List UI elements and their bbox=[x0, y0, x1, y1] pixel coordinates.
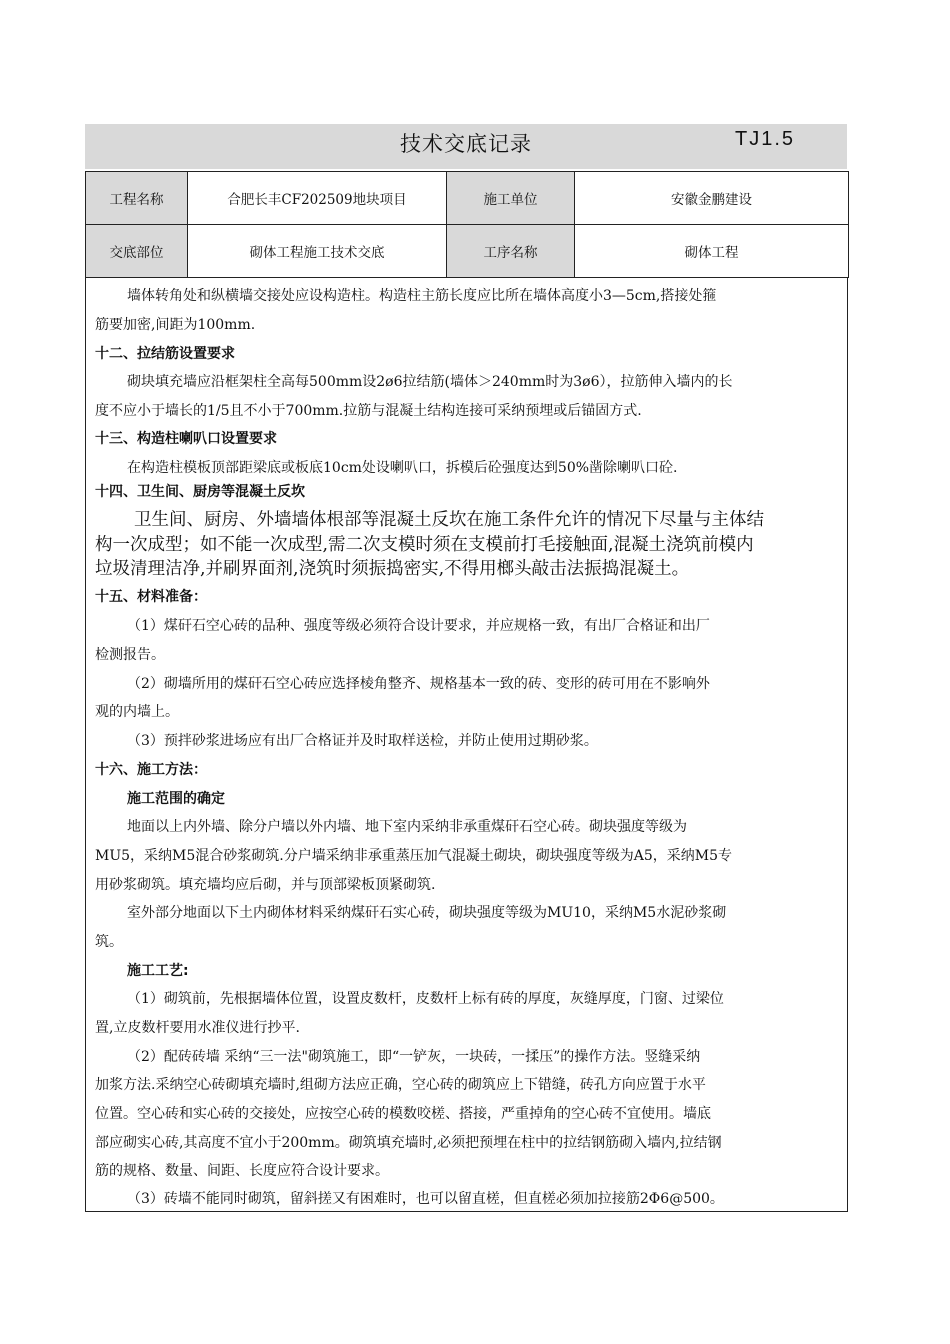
para-line: 检测报告。 bbox=[95, 647, 165, 663]
para-line: （2）配砖砖墙 采纳“三一法"砌筑施工，即“一铲灰，一块砖，一揉压”的操作方法。竖缝采纳 bbox=[127, 1049, 701, 1065]
info-row-1 bbox=[86, 172, 849, 225]
document-code: TJ1.5 bbox=[735, 128, 796, 150]
para-line: 筋要加密,间距为100mm. bbox=[95, 317, 256, 333]
part-value: 砌体工程施工技术交底 bbox=[188, 225, 447, 278]
section-heading-14: 十四、卫生间、厨房等混凝土反坎 bbox=[95, 484, 305, 500]
process-value: 砌体工程 bbox=[575, 225, 849, 278]
para-line: 用砂浆砌筑。填充墙均应后砌，并与顶部梁板顶紧砌筑. bbox=[95, 877, 436, 893]
para-line: MU5，采纳M5混合砂浆砌筑.分户墙采纳非承重蒸压加气混凝土砌块，砌块强度等级为A5，采纳M5专 bbox=[95, 848, 732, 864]
para-line: （1）砌筑前，先根据墙体位置，设置皮数杆，皮数杆上标有砖的厚度，灰缝厚度，门窗、过梁位 bbox=[127, 991, 724, 1007]
para-line: 卫生间、厨房、外墙墙体根部等混凝土反坎在施工条件允许的情况下尽量与主体结 bbox=[134, 510, 764, 530]
para-line: （3）预拌砂浆进场应有出厂合格证并及时取样送检，并防止使用过期砂浆。 bbox=[127, 733, 598, 749]
para-line: 室外部分地面以下土内砌体材料采纳煤矸石实心砖，砌块强度等级为MU10，采纳M5水泥砂浆砌 bbox=[127, 905, 727, 921]
subheading-scope: 施工范围的确定 bbox=[127, 791, 225, 807]
para-line: 部应砌实心砖,其高度不宜小于200mm。砌筑填充墙时,必须把预埋在柱中的拉结钢筋砌入墙内,拉结钢 bbox=[95, 1135, 722, 1151]
para-line: 度不应小于墙长的1/5且不小于700mm.拉筋与混凝土结构连接可采纳预埋或后锚固方式. bbox=[95, 403, 642, 419]
subheading-process: 施工工艺: bbox=[127, 963, 189, 979]
part-label: 交底部位 bbox=[86, 225, 188, 278]
para-line: 置,立皮数杆要用水准仪进行抄平. bbox=[95, 1020, 300, 1036]
document-title: 技术交底记录 bbox=[400, 132, 532, 156]
contractor-label: 施工单位 bbox=[447, 172, 575, 225]
para-line: 墙体转角处和纵横墙交接处应设构造柱。构造柱主筋长度应比所在墙体高度小3—5cm,搭接处箍 bbox=[127, 288, 717, 304]
para-line: （2）砌墙所用的煤矸石空心砖应选择棱角整齐、规格基本一致的砖、变形的砖可用在不影响外 bbox=[127, 676, 710, 692]
para-line: （3）砖墙不能同时砌筑，留斜搓又有困难时，也可以留直槎，但直槎必须加拉接筋2Φ6@500。 bbox=[127, 1191, 724, 1207]
para-line: 砌块填充墙应沿框架柱全高每500mm设2ø6拉结筋(墙体＞240mm时为3ø6），拉筋伸入墙内的长 bbox=[127, 374, 733, 390]
para-line: 观的内墙上。 bbox=[95, 704, 179, 720]
section-heading-13: 十三、构造柱喇叭口设置要求 bbox=[95, 431, 277, 447]
section-heading-12: 十二、拉结筋设置要求 bbox=[95, 346, 235, 362]
info-table bbox=[85, 171, 849, 278]
section-heading-15: 十五、材料准备： bbox=[95, 589, 207, 605]
para-line: 筋的规格、数量、间距、长度应符合设计要求。 bbox=[95, 1163, 389, 1179]
process-label: 工序名称 bbox=[447, 225, 575, 278]
section-heading-16: 十六、施工方法： bbox=[95, 762, 207, 778]
para-line: 构一次成型；如不能一次成型,需二次支模时须在支模前打毛接触面,混凝土浇筑前模内 bbox=[95, 535, 754, 555]
contractor-value: 安徽金鹏建设 bbox=[575, 172, 849, 225]
para-line: 位置。空心砖和实心砖的交接处，应按空心砖的模数咬槎、搭接，严重掉角的空心砖不宜使用。墙底 bbox=[95, 1106, 711, 1122]
para-line: 地面以上内外墙、除分户墙以外内墙、地下室内采纳非承重煤矸石空心砖。砌块强度等级为 bbox=[127, 819, 687, 835]
info-row-2 bbox=[86, 225, 849, 278]
project-name-value: 合肥长丰CF202509地块项目 bbox=[188, 172, 447, 225]
para-line: 加浆方法.采纳空心砖砌填充墙时,组砌方法应正确，空心砖的砌筑应上下错缝，砖孔方向应置于水平 bbox=[95, 1077, 706, 1093]
header-bar bbox=[85, 124, 847, 169]
para-line: 筑。 bbox=[95, 934, 123, 950]
para-line: （1）煤矸石空心砖的品种、强度等级必须符合设计要求，并应规格一致，有出厂合格证和出厂 bbox=[127, 618, 710, 634]
para-line: 在构造柱模板顶部距梁底或板底10cm处设喇叭口，拆模后砼强度达到50%凿除喇叭口砼. bbox=[127, 460, 678, 476]
project-name-label: 工程名称 bbox=[86, 172, 188, 225]
para-line: 垃圾清理洁净,并刷界面剂,浇筑时须振捣密实,不得用榔头敲击法振捣混凝土。 bbox=[95, 559, 690, 579]
